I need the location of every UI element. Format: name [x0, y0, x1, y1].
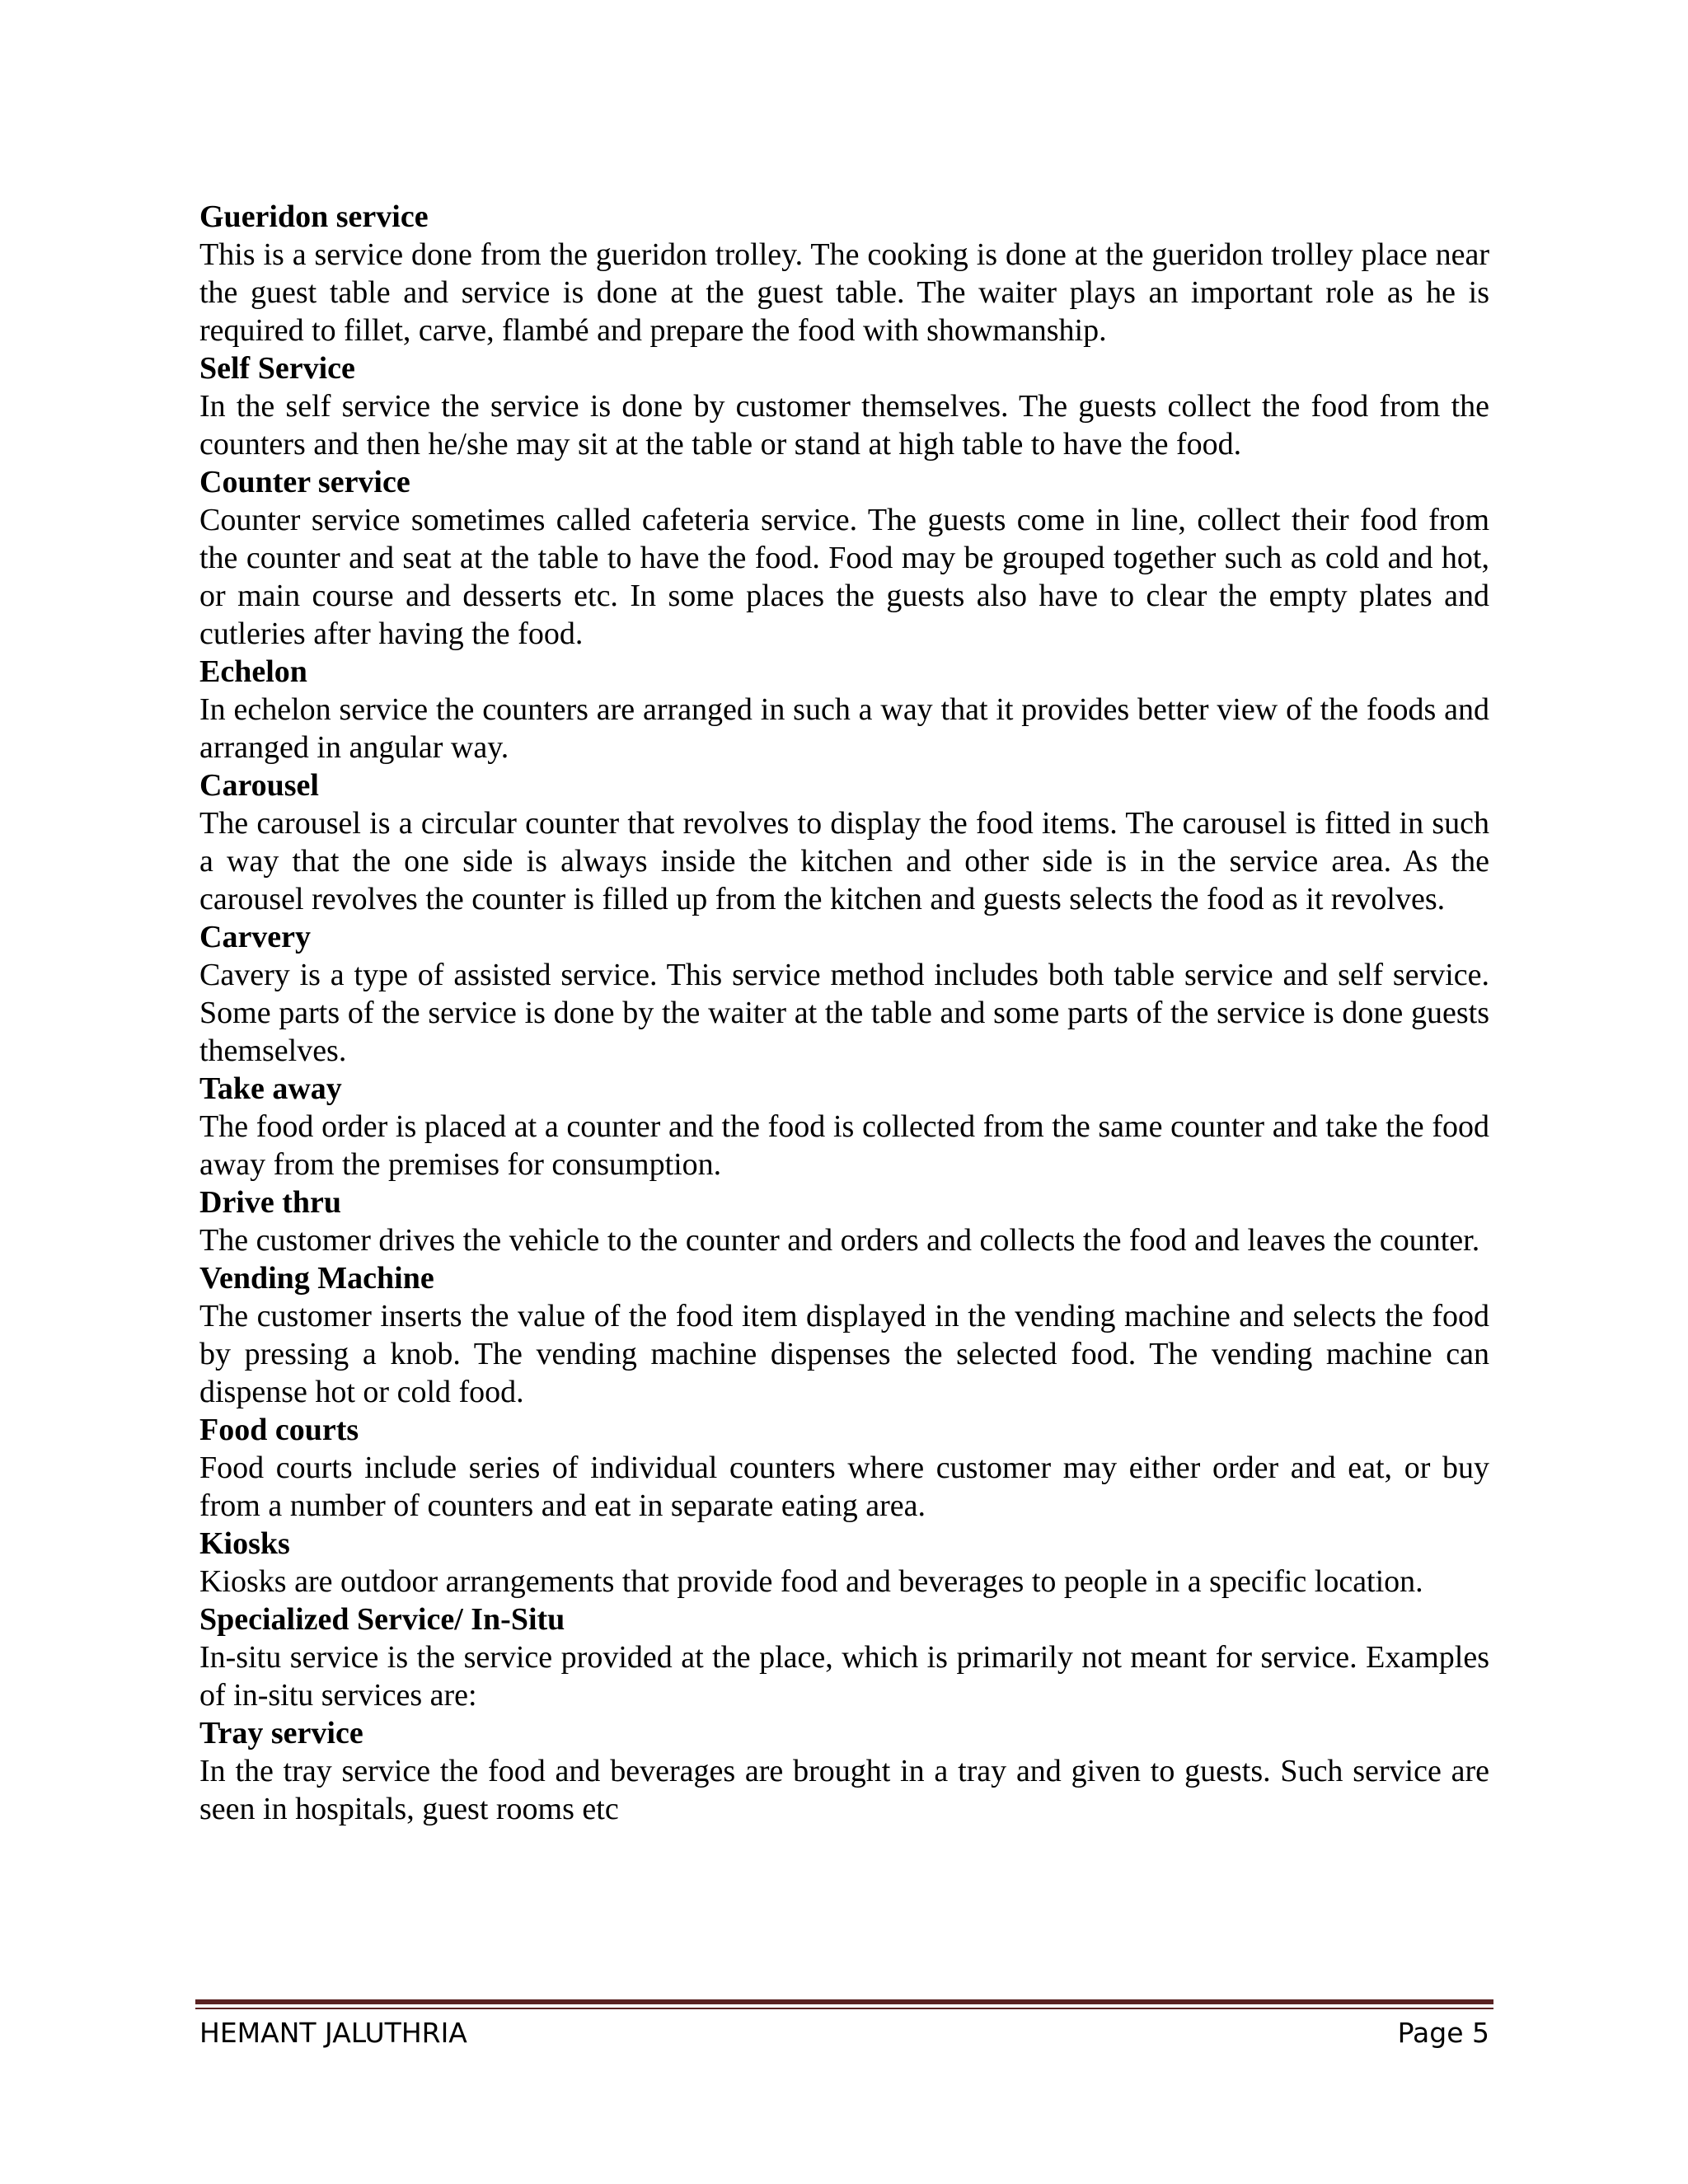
section-text: Cavery is a type of assisted service. This service method includes both table service and self service. Some parts of the service is done by the waiter at the table and some parts of the service is done guests themselves.	[199, 958, 1489, 1068]
section-heading: Food courts	[199, 1413, 359, 1447]
section-text: The carousel is a circular counter that revolves to display the food items. The carousel is fitted in such a way that the one side is always inside the kitchen and other side is in the service area. As the carousel revolves the counter is filled up from the kitchen and guests selects the food as it revolves.	[199, 806, 1489, 916]
section-carvery	[199, 918, 1489, 1070]
section-carousel	[199, 766, 1489, 918]
section-text: Food courts include series of individual counters where customer may either order and eat, or buy from a number of counters and eat in separate eating area.	[199, 1451, 1489, 1523]
footer-divider-thin	[195, 2008, 1493, 2009]
section-heading: Take away	[199, 1071, 342, 1106]
section-text: In echelon service the counters are arranged in such a way that it provides better view of the foods and arranged in angular way.	[199, 692, 1489, 765]
section-heading: Specialized Service/ In-Situ	[199, 1602, 565, 1637]
section-heading: Carvery	[199, 920, 312, 954]
document-body	[199, 198, 1489, 1828]
footer-author: HEMANT JALUTHRIA	[199, 2017, 467, 2049]
section-kiosks	[199, 1525, 1489, 1601]
section-tray-service	[199, 1714, 1489, 1828]
section-vending-machine	[199, 1259, 1489, 1411]
section-food-courts	[199, 1411, 1489, 1525]
section-heading: Drive thru	[199, 1185, 342, 1220]
section-text: In the tray service the food and beverages are brought in a tray and given to guests. Such service are seen in hospitals, guest rooms etc	[199, 1754, 1489, 1826]
section-text: In the self service the service is done by customer themselves. The guests collect the food from the counters and then he/she may sit at the table or stand at high table to have the food.	[199, 389, 1489, 462]
section-gueridon-service	[199, 198, 1489, 349]
section-counter-service	[199, 463, 1489, 653]
footer-divider-thick	[195, 1999, 1493, 2004]
section-heading: Gueridon service	[199, 199, 429, 234]
section-heading: Kiosks	[199, 1526, 290, 1561]
section-heading: Self Service	[199, 351, 355, 386]
section-take-away	[199, 1070, 1489, 1183]
section-text: Counter service sometimes called cafeteria service. The guests come in line, collect their food from the counter and seat at the table to have the food. Food may be grouped together such as cold and hot, or main course and desserts etc. In some places the guests also have to clear the empty plates and cutleries after having the food.	[199, 503, 1489, 651]
section-heading: Echelon	[199, 654, 307, 689]
section-drive-thru	[199, 1183, 1489, 1259]
section-text: The food order is placed at a counter and the food is collected from the same counter and take the food away from the premises for consumption.	[199, 1109, 1489, 1182]
section-specialized-service	[199, 1601, 1489, 1714]
section-text: This is a service done from the gueridon trolley. The cooking is done at the gueridon trolley place near the guest table and service is done at the guest table. The waiter plays an important role as he is required to fillet, carve, flambé and prepare the food with showmanship.	[199, 237, 1489, 348]
section-heading: Carousel	[199, 768, 319, 803]
section-text: Kiosks are outdoor arrangements that provide food and beverages to people in a specific location.	[199, 1564, 1423, 1599]
section-heading: Vending Machine	[199, 1261, 434, 1296]
section-text: In-situ service is the service provided at the place, which is primarily not meant for service. Examples of in-situ services are:	[199, 1640, 1489, 1713]
section-heading: Counter service	[199, 465, 410, 499]
page-footer	[199, 2013, 1489, 2054]
section-echelon	[199, 653, 1489, 766]
footer-page-number: Page 5	[1397, 2017, 1489, 2049]
section-text: The customer inserts the value of the food item displayed in the vending machine and selects the food by pressing a knob. The vending machine dispenses the selected food. The vending machine can dispense hot or cold food.	[199, 1299, 1489, 1409]
section-text: The customer drives the vehicle to the counter and orders and collects the food and leaves the counter.	[199, 1223, 1480, 1258]
section-self-service	[199, 349, 1489, 463]
section-heading: Tray service	[199, 1716, 363, 1750]
